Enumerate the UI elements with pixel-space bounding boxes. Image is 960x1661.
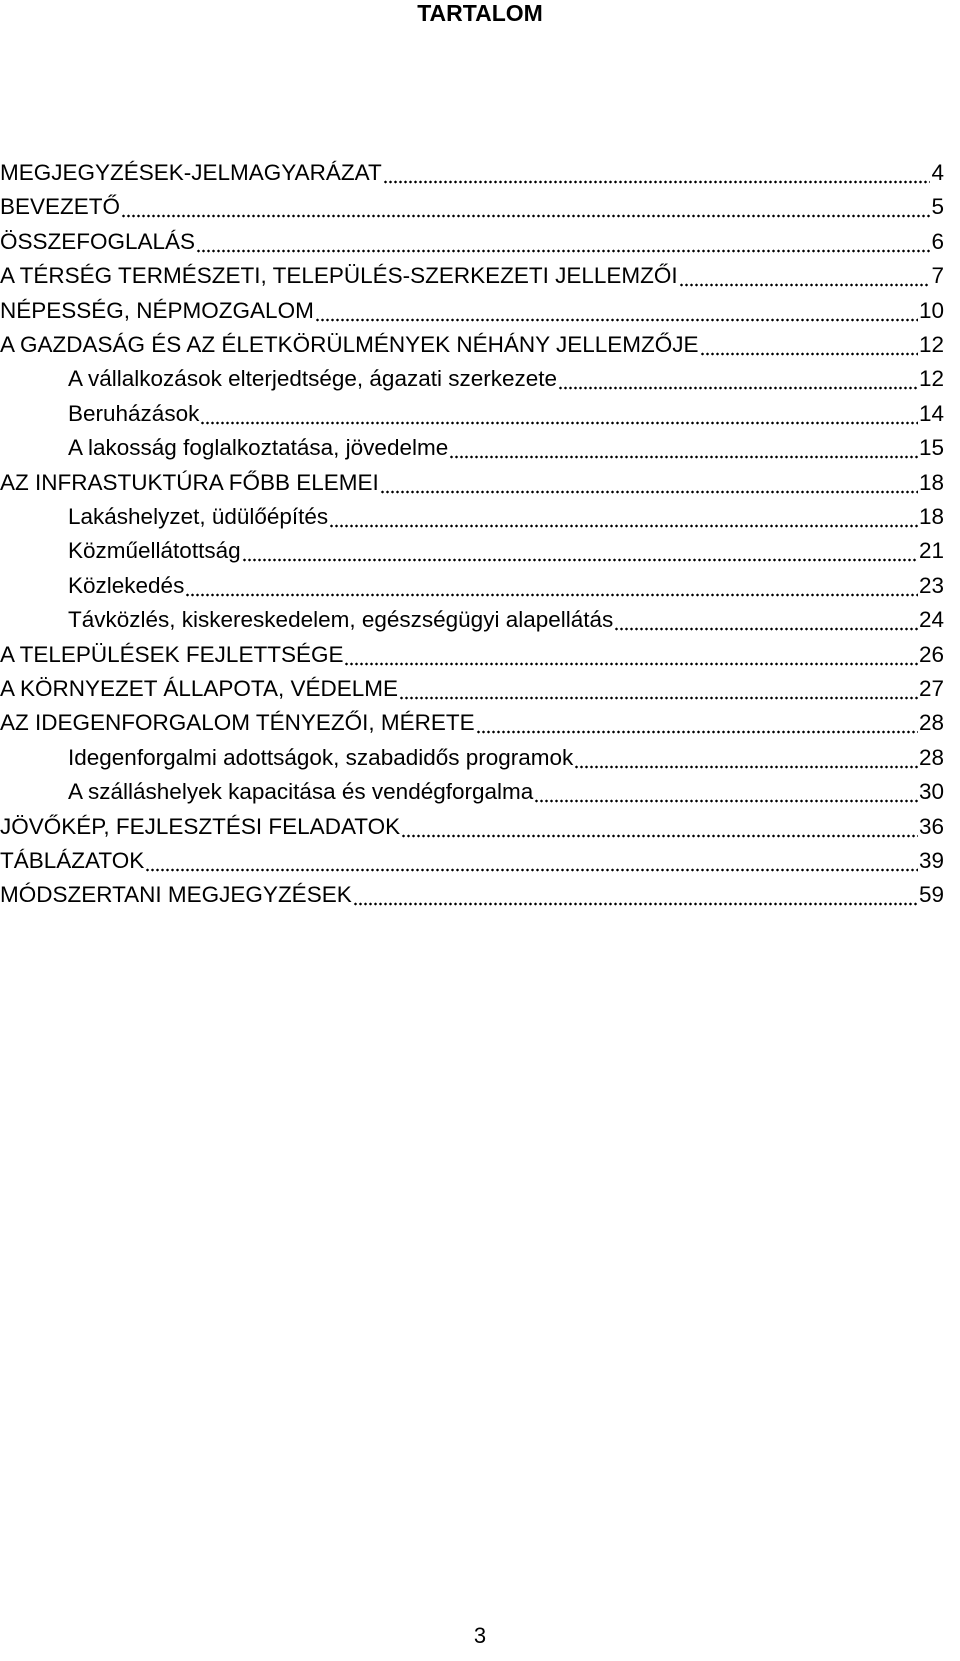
toc-entry-label: A lakosság foglalkoztatása, jövedelme	[68, 435, 449, 461]
toc-entry-page: 12	[918, 332, 944, 357]
toc-entry-label: ÖSSZEFOGLALÁS	[0, 228, 196, 254]
toc-entry-label: MÓDSZERTANI MEGJEGYZÉSEK	[0, 882, 352, 908]
toc-entry[interactable]	[0, 534, 944, 568]
dot-leader	[145, 846, 918, 872]
toc-entry-page: 24	[918, 607, 944, 633]
dot-leader	[401, 812, 918, 838]
toc-entry[interactable]	[0, 603, 944, 637]
toc-entry-page: 36	[918, 813, 944, 839]
toc-entry-page: 14	[918, 400, 944, 426]
dot-leader	[449, 433, 918, 459]
toc-entry[interactable]	[0, 569, 944, 603]
toc-entry-label: Távközlés, kiskereskedelem, egészségügyi alapellátás	[68, 607, 614, 633]
dot-leader	[329, 502, 918, 528]
toc-entry-label: Idegenforgalmi adottságok, szabadidős programok	[68, 744, 574, 770]
toc-entry[interactable]	[0, 397, 944, 431]
toc-entry-page: 21	[918, 538, 944, 564]
toc-entry-label: AZ INFRASTUKTÚRA FŐBB ELEMEI	[0, 469, 379, 495]
toc-entry-page: 39	[918, 848, 944, 873]
toc-entry-page: 4	[931, 160, 944, 185]
dot-leader	[242, 536, 918, 562]
page-title: TARTALOM	[417, 0, 543, 26]
toc-entry[interactable]	[0, 190, 944, 224]
toc-entry[interactable]	[0, 844, 944, 878]
toc-entry[interactable]	[0, 500, 944, 534]
toc-entry-page: 5	[931, 194, 944, 220]
toc-entry-page: 15	[918, 435, 944, 461]
toc-entry[interactable]	[0, 362, 944, 396]
toc-entry[interactable]	[0, 431, 944, 465]
toc-entry-label: BEVEZETŐ	[0, 194, 121, 220]
dot-leader	[344, 640, 918, 666]
toc-entry-label: A TELEPÜLÉSEK FEJLETTSÉGE	[0, 641, 344, 667]
toc-entry[interactable]	[0, 878, 944, 912]
dot-leader	[614, 605, 918, 631]
toc-entry-page: 18	[918, 469, 944, 495]
dot-leader	[534, 777, 918, 803]
toc-entry[interactable]	[0, 328, 944, 362]
dot-leader	[380, 468, 918, 494]
dot-leader	[353, 880, 918, 906]
toc-entry-page: 59	[918, 882, 944, 908]
toc-entry[interactable]	[0, 638, 944, 672]
dot-leader	[679, 261, 931, 287]
toc-entry[interactable]	[0, 706, 944, 740]
toc-entry[interactable]	[0, 741, 944, 775]
toc-entry[interactable]	[0, 466, 944, 500]
dot-leader	[574, 743, 918, 769]
dot-leader	[315, 296, 918, 322]
toc-entry[interactable]	[0, 294, 944, 328]
toc-entry-page: 26	[918, 641, 944, 667]
dot-leader	[383, 158, 931, 184]
dot-leader	[185, 571, 918, 597]
dot-leader	[558, 364, 918, 390]
toc-entry-label: A GAZDASÁG ÉS AZ ÉLETKÖRÜLMÉNYEK NÉHÁNY JELLEMZŐJE	[0, 332, 699, 357]
toc-entry-page: 28	[918, 744, 944, 770]
toc-entry-page: 6	[931, 228, 944, 254]
toc-entry[interactable]	[0, 156, 944, 190]
dot-leader	[121, 192, 930, 218]
toc-entry-label: A szálláshelyek kapacitása és vendégforgalma	[68, 779, 534, 805]
toc-entry-page: 27	[918, 676, 944, 701]
toc-entry-page: 18	[918, 504, 944, 529]
toc-entry-page: 7	[931, 263, 944, 289]
toc-entry-page: 23	[918, 572, 944, 598]
toc-entry-page: 28	[918, 710, 944, 736]
toc-entry[interactable]	[0, 672, 944, 706]
toc-entry-label: MEGJEGYZÉSEK-JELMAGYARÁZAT	[0, 160, 382, 185]
toc-entry[interactable]	[0, 225, 944, 259]
toc-entry-label: JÖVŐKÉP, FEJLESZTÉSI FELADATOK	[0, 813, 401, 839]
toc-entry-label: Beruházások	[68, 400, 200, 426]
toc-entry-label: Közműellátottság	[68, 538, 241, 564]
toc-entry-page: 12	[918, 366, 944, 392]
dot-leader	[700, 330, 918, 356]
dot-leader	[399, 674, 918, 700]
page-number: 3	[473, 1623, 487, 1648]
toc-entry-label: TÁBLÁZATOK	[0, 848, 145, 873]
toc-entry-label: A TÉRSÉG TERMÉSZETI, TELEPÜLÉS-SZERKEZETI JELLEMZŐI	[0, 263, 678, 289]
toc-entry[interactable]	[0, 810, 944, 844]
dot-leader	[476, 708, 918, 734]
toc-entry-label: Közlekedés	[68, 572, 185, 598]
toc-entry-page: 30	[918, 779, 944, 805]
toc-entry[interactable]	[0, 259, 944, 293]
toc-entry-page: 10	[918, 297, 944, 323]
dot-leader	[200, 399, 918, 425]
dot-leader	[196, 227, 930, 253]
toc-entry[interactable]	[0, 775, 944, 809]
toc-entry-label: Lakáshelyzet, üdülőépítés	[68, 504, 329, 529]
toc-entry-label: A KÖRNYEZET ÁLLAPOTA, VÉDELME	[0, 676, 399, 701]
toc-entry-label: A vállalkozások elterjedtsége, ágazati szerkezete	[68, 366, 558, 392]
toc-entry-label: NÉPESSÉG, NÉPMOZGALOM	[0, 297, 314, 323]
toc-entry-label: AZ IDEGENFORGALOM TÉNYEZŐI, MÉRETE	[0, 710, 475, 736]
